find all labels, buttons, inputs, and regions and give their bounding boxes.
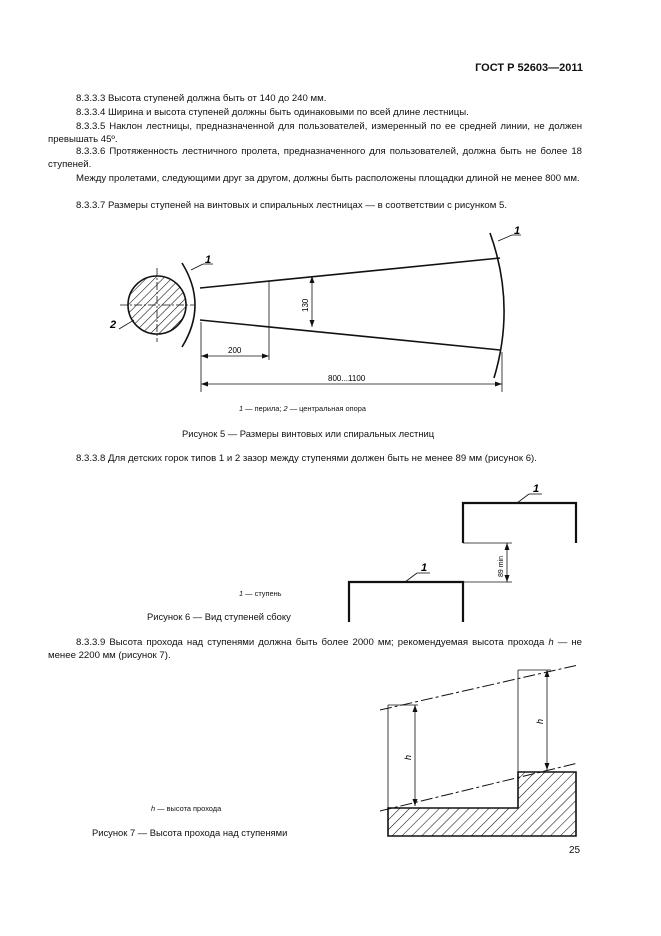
dim-130: 130: [301, 298, 310, 312]
figure-7-caption: Рисунок 7 — Высота прохода над ступенями: [92, 827, 288, 838]
paragraph-landings: Между пролетами, следующими друг за другом, должны быть расположены площадки длиной не менее 800 мм.: [76, 173, 580, 184]
fig5-label-handrail-inner: 1: [205, 254, 212, 266]
page-number: 25: [569, 845, 581, 856]
paragraph-8-3-3-3: 8.3.3.3 Высота ступеней должна быть от 140 до 240 мм.: [76, 93, 327, 104]
paragraph-8-3-3-7: 8.3.3.7 Размеры ступеней на винтовых и спиральных лестницах — в соответствии с рисунком 5.: [76, 200, 508, 211]
fig5-label-handrail-outer: 1: [514, 225, 521, 237]
paragraph-8-3-3-5: 8.3.3.5 Наклон лестницы, предназначенной для пользователей, измеренный по ее средней линии, не должен превышать 45º.: [48, 121, 582, 146]
paragraph-8-3-3-4: 8.3.3.4 Ширина и высота ступеней должны быть одинаковыми по всей длине лестницы.: [76, 107, 469, 118]
stair-section: [388, 772, 576, 836]
dim-h-lower: h: [403, 754, 413, 760]
dim-200: 200: [228, 346, 242, 355]
paragraph-8-3-3-9: 8.3.3.9 Высота прохода над ступенями должна быть более 2000 мм; рекомендуемая высота прохода h — не менее 2200 мм (рисунок 7).: [48, 637, 583, 662]
fig6-label-upper-step: 1: [533, 483, 540, 495]
pitch-line-upper: [380, 665, 578, 710]
figure-5-legend: 1 — перила; 2 — центральная опора: [239, 404, 366, 413]
figure-7-legend: h — высота прохода: [151, 804, 222, 813]
dim-h-upper: h: [535, 718, 545, 724]
fig5-label-support: 2: [110, 319, 117, 331]
paragraph-8-3-3-8: 8.3.3.8 Для детских горок типов 1 и 2 зазор между ступенями должен быть не менее 89 мм (рисунок 6).: [76, 453, 537, 464]
fig6-label-lower-step: 1: [421, 562, 428, 574]
dim-800-1100: 800...1100: [328, 374, 366, 383]
figure-5-caption: Рисунок 5 — Размеры винтовых или спиральных лестниц: [182, 428, 435, 439]
figure-6-caption: Рисунок 6 — Вид ступеней сбоку: [147, 611, 291, 622]
figure-6-legend: 1 — ступень: [239, 589, 282, 598]
dim-89-min: 89 min: [498, 555, 505, 577]
paragraph-8-3-3-6: 8.3.3.6 Протяженность лестничного пролета, предназначенного для пользователей, должна быть не более 18 ступеней.: [48, 146, 582, 171]
document-header: ГОСТ Р 52603—2011: [475, 62, 583, 74]
